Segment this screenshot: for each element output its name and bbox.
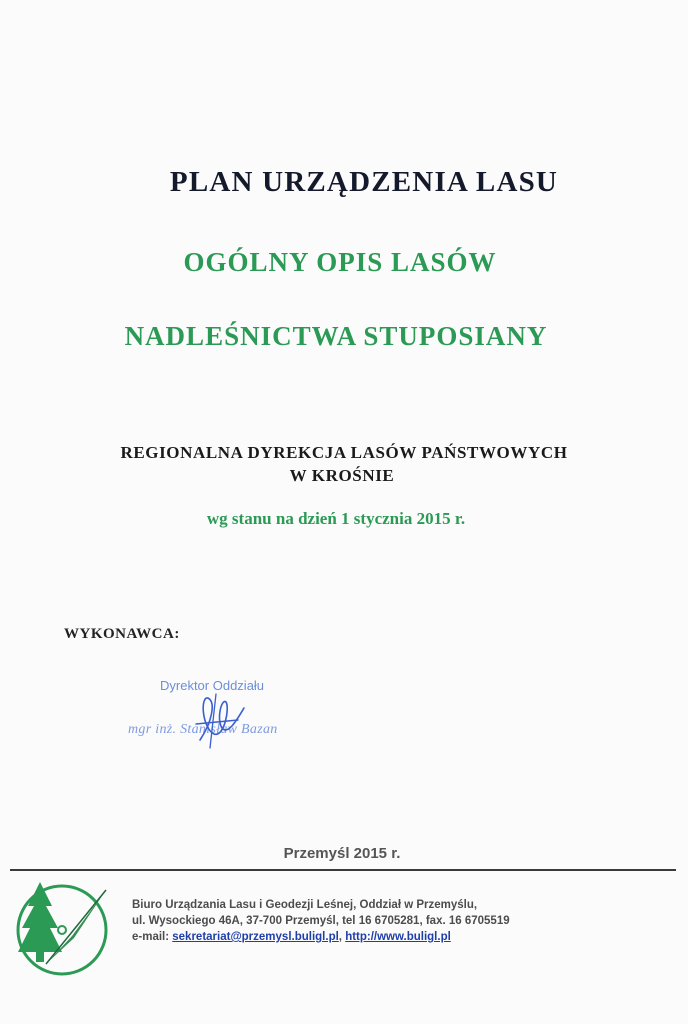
website-link[interactable]: http://www.buligl.pl bbox=[345, 931, 451, 943]
contractor-label: WYKONAWCA: bbox=[64, 626, 180, 642]
document-title: PLAN URZĄDZENIA LASU bbox=[169, 166, 559, 198]
buligl-logo bbox=[12, 878, 112, 978]
email-label: e-mail: bbox=[132, 931, 173, 943]
footer-contact-line bbox=[132, 929, 510, 945]
document-subtitle-line1: OGÓLNY OPIS LASÓW bbox=[183, 247, 497, 277]
footer-org: Biuro Urządzania Lasu i Geodezji Leśnej, Oddział w Przemyślu, bbox=[132, 899, 478, 911]
directorate-line2: W KROŚNIE bbox=[289, 466, 395, 485]
link-separator: , bbox=[338, 931, 346, 943]
footer-address: ul. Wysockiego 46A, 37-700 Przemyśl, tel 16 6705281, fax. 16 6705519 bbox=[132, 915, 510, 927]
place-and-year: Przemyśl 2015 r. bbox=[283, 845, 401, 862]
signature-name: mgr inż. Stanisław Bazan bbox=[128, 722, 278, 737]
signature-role: Dyrektor Oddziału bbox=[160, 678, 265, 693]
directorate-line1: REGIONALNA DYREKCJA LASÓW PAŃSTWOWYCH bbox=[120, 443, 568, 462]
email-link[interactable]: sekretariat@przemysl.buligl.pl bbox=[172, 931, 339, 943]
footer-contact bbox=[132, 897, 510, 945]
document-subtitle-line2: NADLEŚNICTWA STUPOSIANY bbox=[124, 321, 548, 351]
handwritten-signature bbox=[186, 688, 266, 752]
as-of-date: wg stanu na dzień 1 stycznia 2015 r. bbox=[206, 509, 466, 528]
footer-divider bbox=[10, 869, 676, 871]
